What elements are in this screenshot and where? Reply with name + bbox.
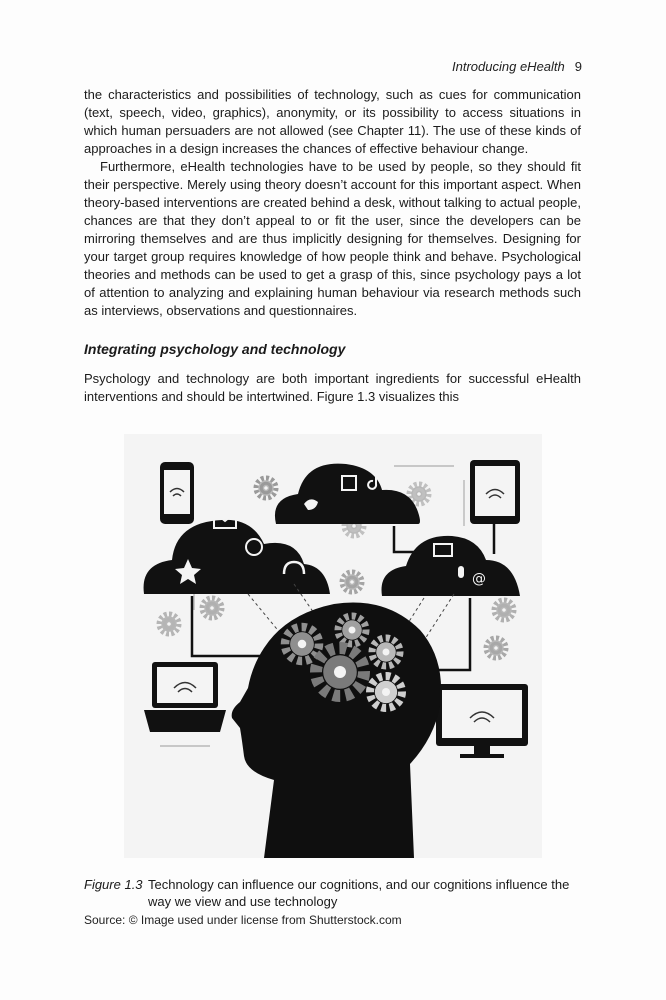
gear-icon [316, 648, 364, 696]
cloud-icon [275, 464, 420, 524]
laptop-icon [144, 662, 226, 732]
gear-icon [256, 478, 276, 498]
gear-icon [486, 638, 506, 658]
figure-source: Source: © Image used under license from Shutterstock.com [84, 913, 402, 927]
monitor-icon [436, 684, 528, 758]
gear-icon [342, 572, 362, 592]
page-number: 9 [574, 59, 582, 74]
figure-graphic [124, 434, 542, 858]
caption-text: Technology can influence our cognitions, and our cognitions influence the way we view and use technology [148, 877, 570, 909]
figure-illustration [124, 434, 542, 858]
running-title: Introducing eHealth [452, 59, 565, 74]
at-sign-icon: @ [472, 571, 486, 587]
tablet-icon [470, 460, 520, 524]
gear-icon [159, 614, 179, 634]
cloud-icon [144, 520, 330, 594]
gear-icon [202, 598, 222, 618]
microphone-icon [458, 566, 464, 578]
figure-label: Figure 1.3 [84, 877, 143, 892]
gear-icon [494, 600, 514, 620]
figure-caption [84, 876, 581, 910]
running-head [452, 59, 582, 74]
paragraph: Furthermore, eHealth technologies have to be used by people, so they should fit their perspective. Merely using theory doesn’t account for this important aspect. When theory-based interventions are created behind a desk, without talking to actual people, chances are that they don’t appeal to or fit the user, since the developers can be mirroring themselves and are thus implicitly designing for themselves. Designing for your target group requires knowledge of how people think and behave. Psychological theories and methods can be used to get a grasp of this, since psychology pays a lot of attention to analyzing and explaining human behaviour via research methods such as interviews, observations and questionnaires. [84, 159, 581, 318]
paragraph: the characteristics and possibilities of technology, such as cues for communication (text, speech, video, graphics), anonymity, or its possibility to access situations in which human persuaders are not allowed (see Chapter 11). The use of these kinds of approaches in a design increases the chances of effective behaviour change. [84, 87, 581, 156]
smartphone-icon [160, 462, 194, 524]
head-silhouette-icon [232, 602, 441, 858]
paragraph: Psychology and technology are both important ingredients for successful eHealth interventions and should be intertwined. Figure 1.3 visualizes this [84, 371, 581, 404]
section-heading: Integrating psychology and technology [84, 341, 346, 357]
body-text-top [84, 86, 581, 320]
